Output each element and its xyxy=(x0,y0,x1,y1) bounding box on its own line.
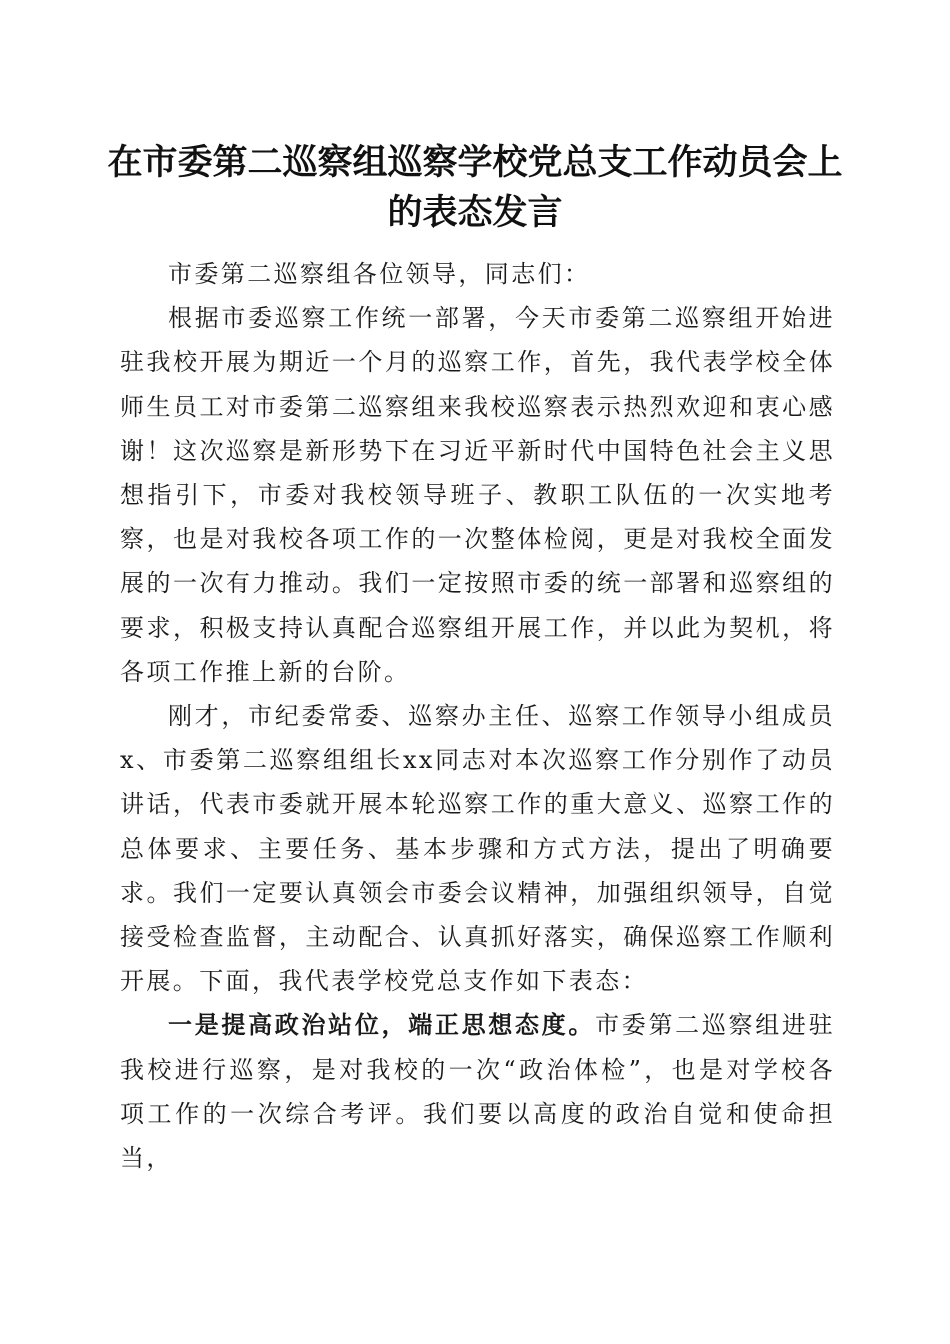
salutation: 市委第二巡察组各位领导，同志们： xyxy=(168,260,591,288)
paragraph-3 xyxy=(120,1003,835,1180)
paragraph-1: 根据市委巡察工作统一部署，今天市委第二巡察组开始进驻我校开展为期近一个月的巡察工作，首先，我代表学校全体师生员工对市委第二巡察组来我校巡察表示热烈欢迎和衷心感谢！这次巡察是新形势下在习近平新时代中国特色社会主义思想指引下，市委对我校领导班子、教职工队伍的一次实地考察，也是对我校各项工作的一次整体检阅，更是对我校全面发展的一次有力推动。我们一定按照市委的统一部署和巡察组的要求，积极支持认真配合巡察组开展工作，并以此为契机，将各项工作推上新的台阶。 xyxy=(120,304,835,686)
document-body xyxy=(120,252,835,1180)
document-title: 在市委第二巡察组巡察学校党总支工作动员会上的表态发言 xyxy=(107,142,843,233)
point-one-heading: 一是提高政治站位，端正思想态度。 xyxy=(168,1010,596,1040)
point-one-text: 市委第二巡察组进驻我校进行巡察，是对我校的一次“政治体检”，也是对学校各项工作的一次综合考评。我们要以高度的政治自觉和使命担当， xyxy=(120,1011,835,1173)
paragraph-2: 刚才，市纪委常委、巡察办主任、巡察工作领导小组成员x、市委第二巡察组组长xx同志对本次巡察工作分别作了动员讲话，代表市委就开展本轮巡察工作的重大意义、巡察工作的总体要求、主要任务、基本步骤和方式方法，提出了明确要求。我们一定要认真领会市委会议精神，加强组织领导，自觉接受检查监督，主动配合、认真抓好落实，确保巡察工作顺利开展。下面，我代表学校党总支作如下表态： xyxy=(120,702,835,996)
